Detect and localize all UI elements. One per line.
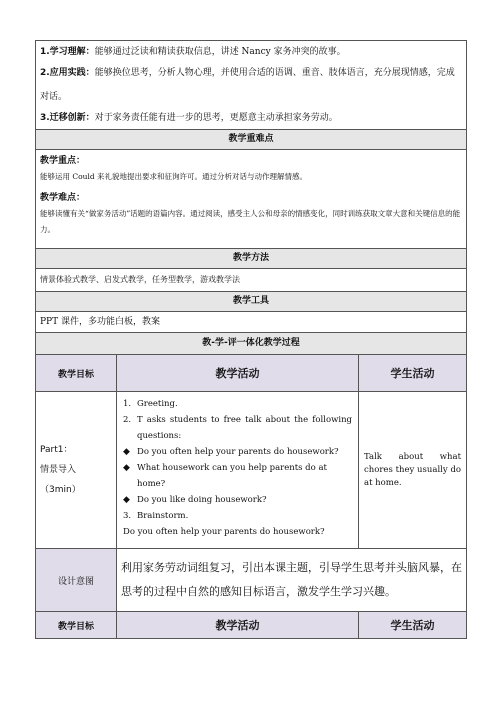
column-student: 学生活动 [359, 355, 467, 392]
focus-text: 能够运用 Could 来礼貌地提出要求和征询许可。通过分析对话与动作理解情感。 [40, 172, 308, 181]
part-name: Part1： [40, 445, 73, 455]
design-row [36, 549, 467, 612]
difficulty-label: 教学难点： [40, 193, 86, 203]
key-points-header: 教学重难点 [36, 130, 467, 150]
tools-text: PPT 课件，多功能白板，教案 [36, 312, 467, 333]
activity-item: 3. Brainstorm. [123, 511, 189, 521]
part-time: （3min） [40, 485, 81, 495]
activity-item: ◆ Do you often help your parents do housework? [123, 444, 352, 460]
diamond-bullet-icon: ◆ [123, 495, 130, 505]
methods-header: 教学方法 [36, 249, 467, 269]
design-label: 设计意图 [36, 549, 117, 612]
student-activity: Talk about what chores they usually do at home. [359, 392, 467, 549]
footer-column-goal: 教学目标 [36, 612, 117, 639]
part1-goal [36, 392, 117, 549]
process-header: 教-学-评一体化教学过程 [36, 333, 467, 355]
lesson-plan-page [35, 40, 466, 639]
part-title: 情景导入 [40, 465, 77, 475]
activity-item: ◆ What housework can you help parents do at home? [123, 460, 352, 492]
diamond-bullet-icon: ◆ [123, 463, 130, 473]
objective-3: 3.迁移创新：对于家务责任能有进一步的思考，更愿意主动承担家务劳动。 [40, 113, 338, 123]
part1-row [36, 392, 467, 549]
closing-question: Do you often help your parents do housework? [123, 527, 325, 537]
column-goal: 教学目标 [36, 355, 117, 392]
methods-text: 情景体验式教学、启发式教学，任务型教学，游戏教学法 [36, 269, 467, 292]
design-text: 利用家务劳动词组复习，引出本课主题，引导学生思考并头脑风暴，在思考的过程中自然的感知目标语言，激发学生学习兴趣。 [117, 549, 467, 612]
objectives-row [36, 41, 467, 130]
diamond-bullet-icon: ◆ [123, 447, 130, 457]
key-points-row [36, 150, 467, 249]
part1-activities [117, 392, 359, 549]
column-activity: 教学活动 [117, 355, 359, 392]
activity-item: 1. Greeting. [123, 399, 178, 409]
focus-label: 教学重点： [40, 156, 86, 166]
footer-column-activity: 教学活动 [117, 612, 359, 639]
objective-1: 1.学习理解：能够通过泛读和精读获取信息，讲述 Nancy 家务冲突的故事。 [40, 47, 346, 57]
lesson-plan-table [35, 40, 467, 639]
tools-header: 教学工具 [36, 292, 467, 312]
activity-item: ◆ Do you like doing housework? [123, 492, 352, 508]
objective-2: 2.应用实践：能够换位思考，分析人物心理，并使用合适的语调、重音、肢体语言，充分展现情感，完成对话。 [40, 68, 455, 102]
footer-column-student: 学生活动 [359, 612, 467, 639]
difficulty-text: 能够读懂有关“做家务活动”话题的语篇内容。通过阅读，感受主人公和母亲的情感变化，同时训练获取文章大意和关键信息的能力。 [40, 209, 461, 234]
activity-item: 2. T asks students to free talk about the following questions: [123, 415, 352, 441]
